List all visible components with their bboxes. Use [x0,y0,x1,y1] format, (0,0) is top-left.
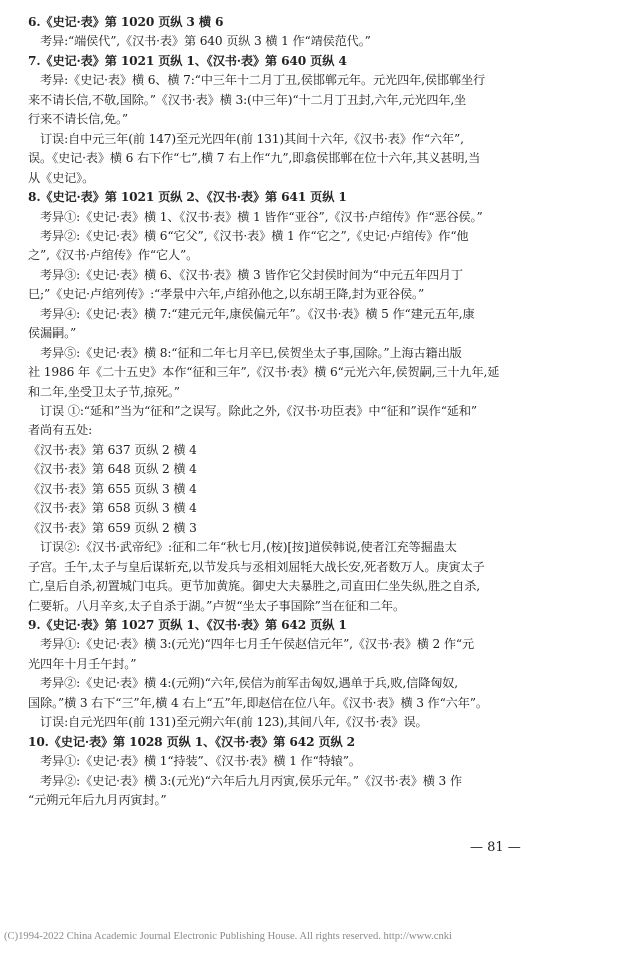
text-line: 10.《史记·表》第 1028 页纵 1、《汉书·表》第 642 页纵 2 [28,734,356,749]
text-line: 考异①:《史记·表》横 1、《汉书·表》横 1 皆作“亚谷”,《汉书·卢绾传》作“恶谷侯。” [40,209,483,224]
text-line: 订误 ①:“延和”当为“征和”之误写。除此之外,《汉书·功臣表》中“征和”误作“延和” [40,404,477,418]
text-line: 《汉书·表》第 648 页纵 2 横 4 [28,462,197,477]
text-line: 考异:《史记·表》横 6、横 7:“中三年十二月丁丑,侯邯郸元年。元光四年,侯邯郸坐行 [40,73,486,88]
text-line: 者尚有五处: [28,423,93,438]
text-line: 从《史记》。 [28,170,95,185]
text-line: 9.《史记·表》第 1027 页纵 1、《汉书·表》第 642 页纵 1 [28,617,347,632]
text-line: 订误:自中元三年(前 147)至元光四年(前 131)其间十六年,《汉书·表》作“六年”, [40,131,464,146]
text-line: 《汉书·表》第 637 页纵 2 横 4 [28,442,197,457]
text-line: 考异②:《史记·表》横 6“它父”,《汉书·表》横 1 作“它之”,《史记·卢绾传》作“他 [40,228,469,243]
text-line: 考异①:《史记·表》横 3:(元光)“四年七月壬午侯赵信元年”,《汉书·表》横 2 作“元 [40,637,475,652]
text-line: 来不请长信,不敬,国除。”《汉书·表》横 3:(中三年)“十二月丁丑封,六年,元光四年,坐 [28,92,467,107]
text-line: 社 1986 年《二十五史》本作“征和三年”,《汉书·表》横 6“元光六年,侯贺嗣,三十九年,延 [28,365,500,380]
text-line: 考异①:《史记·表》横 1“持装”、《汉书·表》横 1 作“特辕”。 [40,754,361,769]
text-line: 《汉书·表》第 655 页纵 3 横 4 [28,481,197,496]
text-line: 亡,皇后自杀,初置城门屯兵。更节加黄旄。御史大夫暴胜之,司直田仁坐失纵,胜之自杀, [28,579,480,594]
text-line: 光四年十月壬午封。” [28,656,137,671]
text-line: 8.《史记·表》第 1021 页纵 2、《汉书·表》第 641 页纵 1 [28,190,347,205]
text-line: 之”,《汉书·卢绾传》作“它人”。 [28,248,199,263]
text-line: 子宫。壬午,太子与皇后谋斩充,以节发兵与丞相刘屈牦大战长安,死者数万人。庚寅太子 [28,559,485,574]
text-line: 考异:“端侯代”,《汉书·表》第 640 页纵 3 横 1 作“靖侯范代。” [40,34,371,49]
text-line: “元朔元年后九月丙寅封。” [28,793,167,807]
text-line: 误。《史记·表》横 6 右下作“七”,横 7 右上作“九”,即翕侯邯郸在位十六年,其义甚明,当 [28,151,481,166]
text-line: 巳;”《史记·卢绾列传》:“孝景中六年,卢绾孙他之,以东胡王降,封为亚谷侯。” [28,287,425,302]
text-line: 订误②:《汉书·武帝纪》:征和二年“秋七月,(桉)[按]道侯韩说,使者江充等掘蛊太 [40,540,457,555]
text-line: 考异③:《史记·表》横 6、《汉书·表》横 3 皆作它父封侯时间为“中元五年四月丁 [40,267,463,282]
text-line: 考异②:《史记·表》横 3:(元光)“六年后九月丙寅,侯乐元年。”《汉书·表》横 3 作 [40,773,462,788]
text-line: 侯漏嗣。” [28,326,77,341]
text-line: 考异②:《史记·表》横 4:(元朔)“六年,侯信为前军击匈奴,遇单于兵,败,信降匈奴, [40,676,458,691]
text-line: 《汉书·表》第 658 页纵 3 横 4 [28,501,197,516]
text-line: 考异⑤:《史记·表》横 8:“征和二年七月辛巳,侯贺坐太子事,国除。”上海古籍出版 [40,345,462,360]
text-line: 订误:自元光四年(前 131)至元朔六年(前 123),其间八年,《汉书·表》误。 [40,715,428,730]
text-line: 仁要斩。八月辛亥,太子自杀于湖。”卢贺“坐太子事国除”当在征和二年。 [28,598,405,613]
page-number: — 81 — [470,840,521,855]
text-line: 6.《史记·表》第 1020 页纵 3 横 6 [28,15,224,29]
text-line: 《汉书·表》第 659 页纵 2 横 3 [28,520,197,535]
text-line: 7.《史记·表》第 1021 页纵 1、《汉书·表》第 640 页纵 4 [28,53,347,68]
text-line: 国除。”横 3 右下“三”年,横 4 右上“五”年,即赵信在位八年。《汉书·表》横 3 作“六年”。 [28,695,488,710]
copyright-footer: (C)1994-2022 China Academic Journal Electronic Publishing House. All rights reserved. http://www.cnki [4,931,452,942]
text-line: 和二年,坐受卫太子节,掠死。” [28,384,180,399]
text-line: 行来不请长信,免。” [28,112,129,127]
text-line: 考异④:《史记·表》横 7:“建元元年,康侯偏元年”。《汉书·表》横 5 作“建元五年,康 [40,306,475,321]
